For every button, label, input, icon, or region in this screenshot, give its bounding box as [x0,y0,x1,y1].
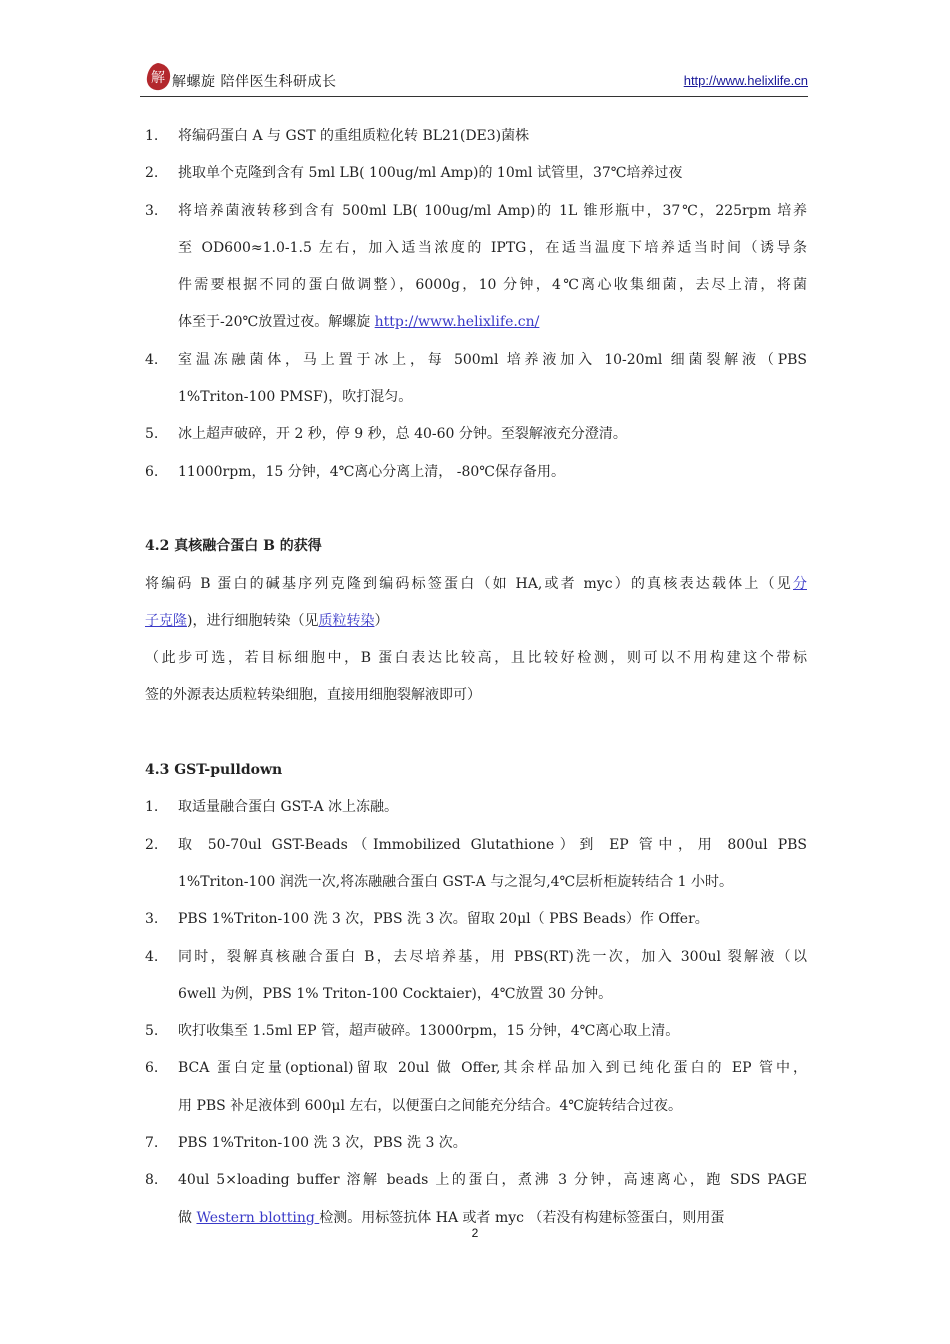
step-number: 1. [145,799,159,816]
step-a4-cont [145,379,807,416]
step-text: PBS 1%Triton-100 洗 3 次，PBS 洗 3 次。留取 20μl（ PBS Beads）作 Offer。 [178,911,709,928]
paragraph-4-2 [145,566,807,603]
step-number: 1. [145,128,159,144]
step-number: 2. [145,836,159,853]
step-text: 将培养菌液转移到含有 500ml LB( 100ug/ml Amp)的 1L 锥形瓶中，37℃，225rpm 培养 [178,202,807,219]
step-number: 7. [145,1135,159,1152]
step-b7 [145,1125,807,1162]
step-number: 3. [145,911,159,928]
step-number: 5. [145,426,159,443]
step-text: 取 50-70ul GST-Beads（Immobilized Glutathione）到 EP 管中，用 800ul PBS [178,836,807,853]
step-b1 [145,789,807,826]
paragraph-text: )，进行细胞转染（见 [187,612,319,629]
step-b5 [145,1013,807,1050]
step-text: 室温冻融菌体，马上置于冰上，每 500ml 培养液加入 10-20ml 细菌裂解液（PBS [178,351,807,368]
step-number: 8. [145,1172,159,1189]
step-text: 1%Triton-100 润洗一次,将冻融融合蛋白 GST-A 与之混匀,4℃层析柜旋转结合 1 小时。 [178,873,734,890]
step-text: 冰上超声破碎，开 2 秒，停 9 秒，总 40-60 分钟。至裂解液充分澄清。 [178,426,627,443]
step-a3-cont [145,267,807,304]
helixlife-link[interactable]: http://www.helixlife.cn/ [374,314,540,331]
header-site-link[interactable]: http://www.helixlife.cn [683,73,808,88]
section-heading-4-2: 4.2 真核融合蛋白 B 的获得 [145,538,322,555]
step-b2 [145,827,807,864]
svg-text:解: 解 [151,70,165,86]
step-text: 取适量融合蛋白 GST-A 冰上冻融。 [178,799,399,816]
paragraph-text: 将编码 B 蛋白的碱基序列克隆到编码标签蛋白（如 HA,或者 myc）的真核表达载体上（见 [145,575,793,592]
helixlife-logo-icon [144,62,172,92]
western-blotting-link[interactable]: Western blotting [196,1209,320,1226]
step-text: PBS 1%Triton-100 洗 3 次，PBS 洗 3 次。 [178,1135,467,1152]
step-text: 检测。用标签抗体 HA 或者 myc （若没有构建标签蛋白，则用蛋 [319,1209,725,1226]
molecular-cloning-link[interactable]: 分 [793,575,807,592]
note-text: （此步可选，若目标细胞中，B 蛋白表达比较高，且比较好检测，则可以不用构建这个带标 [145,650,807,667]
step-b3 [145,901,807,938]
step-a2 [145,155,807,192]
step-number: 4. [145,948,159,965]
step-number: 2. [145,165,159,182]
step-text: 吹打收集至 1.5ml EP 管，超声破碎。13000rpm，15 分钟，4℃离心取上清。 [178,1023,680,1040]
page-number: 2 [471,1226,479,1240]
step-number: 6. [145,1060,159,1077]
step-number: 3. [145,202,159,219]
paragraph-4-2-cont [145,603,807,640]
step-b8 [145,1162,807,1199]
page-header [140,60,808,97]
step-number: 4. [145,351,159,368]
step-a3 [145,193,807,230]
step-text: 挑取单个克隆到含有 5ml LB( 100ug/ml Amp)的 10ml 试管里，37℃培养过夜 [178,165,683,182]
note-text: 签的外源表达质粒转染细胞，直接用细胞裂解液即可） [145,687,481,704]
step-a1 [145,118,807,155]
molecular-cloning-link[interactable]: 子克隆 [145,612,187,629]
step-text: 做 [178,1209,197,1226]
note-line [145,677,807,714]
step-text: 1%Triton-100 PMSF)，吹打混匀。 [178,389,413,406]
step-b2-cont [145,864,807,901]
step-b6-cont [145,1088,807,1125]
step-a6 [145,454,807,491]
step-number: 5. [145,1023,159,1040]
step-a3-cont [145,304,807,341]
step-text: 40ul 5×loading buffer 溶解 beads 上的蛋白，煮沸 3 分钟，高速离心，跑 SDS PAGE [178,1172,807,1189]
step-text: 件需要根据不同的蛋白做调整），6000g，10 分钟，4℃离心收集细菌，去尽上清，将菌 [178,277,807,294]
step-text: 体至于-20℃放置过夜。解螺旋 [178,314,375,331]
step-b4-cont [145,976,807,1013]
note-line [145,640,807,677]
step-b4 [145,939,807,976]
step-text: 11000rpm，15 分钟，4℃离心分离上清， -80℃保存备用。 [178,463,565,480]
document-body [145,118,807,1237]
step-text: BCA 蛋白定量(optional)留取 20ul 做 Offer,其余样品加入到已纯化蛋白的 EP 管中， [178,1060,807,1077]
step-a3-cont [145,230,807,267]
header-slogan: 解螺旋 陪伴医生科研成长 [172,74,337,90]
step-number: 6. [145,463,159,480]
step-text: 6well 为例，PBS 1% Triton-100 Cocktaier)，4℃放置 30 分钟。 [178,985,613,1002]
step-a5 [145,416,807,453]
step-text: 将编码蛋白 A 与 GST 的重组质粒化转 BL21(DE3)菌株 [178,128,530,144]
step-text: 用 PBS 补足液体到 600μl 左右，以便蛋白之间能充分结合。4℃旋转结合过夜。 [178,1097,682,1114]
section-heading-4-3: 4.3 GST-pulldown [145,762,283,779]
paragraph-text: ） [374,612,389,629]
step-b6 [145,1050,807,1087]
step-a4 [145,342,807,379]
plasmid-transfection-link[interactable]: 质粒转染 [318,612,375,629]
step-text: 至 OD600≈1.0-1.5 左右，加入适当浓度的 IPTG，在适当温度下培养适当时间（诱导条 [178,239,807,256]
step-text: 同时，裂解真核融合蛋白 B，去尽培养基，用 PBS(RT)洗一次，加入 300ul 裂解液（以 [178,948,807,965]
